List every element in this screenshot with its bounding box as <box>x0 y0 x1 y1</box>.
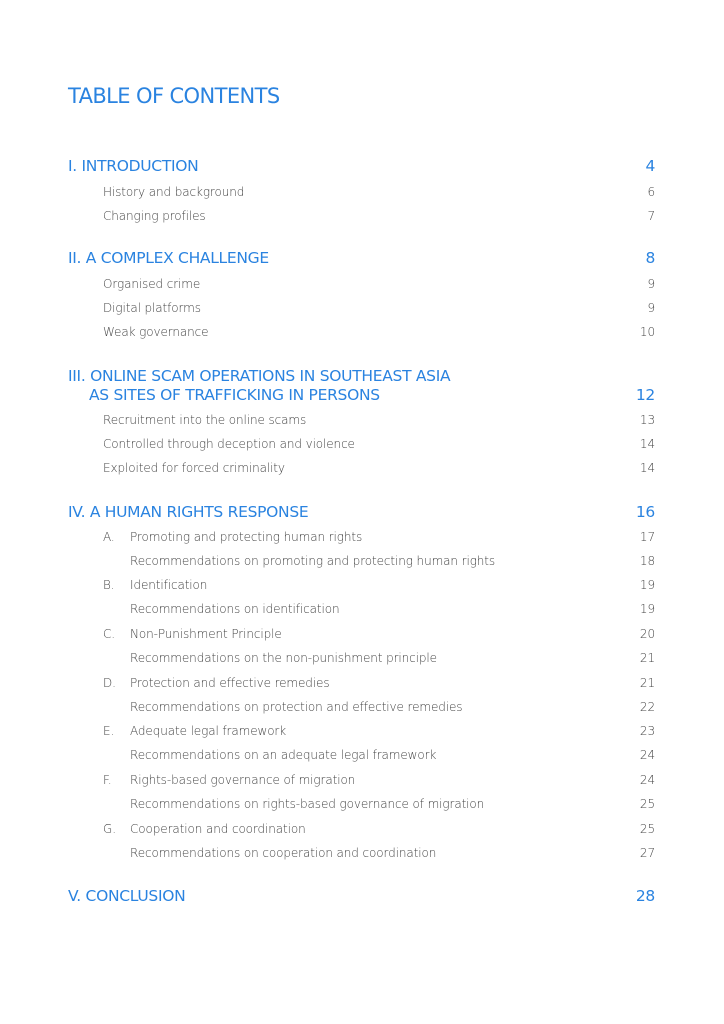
entry-title: Recommendations on promoting and protecting human rights <box>130 554 496 568</box>
entry-title: Cooperation and coordination <box>130 822 306 836</box>
section-title-line1: III. ONLINE SCAM OPERATIONS IN SOUTHEAST ASIA <box>68 367 451 385</box>
entry-page: 6 <box>647 185 655 199</box>
entry-page: 7 <box>647 209 655 223</box>
entry-letter: B. <box>103 578 115 592</box>
section-title-line2: AS SITES OF TRAFFICKING IN PERSONS <box>89 386 380 404</box>
entry-title: Exploited for forced criminality <box>103 461 285 475</box>
entry-page: 27 <box>639 846 655 860</box>
entry-page: 19 <box>639 578 655 592</box>
entry-title: Recruitment into the online scams <box>103 413 307 427</box>
entry-title: Changing profiles <box>103 209 206 223</box>
entry-page: 24 <box>639 773 655 787</box>
entry-page: 19 <box>639 602 655 616</box>
entry-title: Recommendations on identification <box>130 602 340 616</box>
section-page: 4 <box>645 157 655 175</box>
entry-page: 22 <box>639 700 655 714</box>
entry-title: Controlled through deception and violence <box>103 437 355 451</box>
entry-letter: C. <box>103 627 115 641</box>
entry-title: History and background <box>103 185 245 199</box>
entry-page: 25 <box>639 797 655 811</box>
entry-title: Protection and effective remedies <box>130 676 330 690</box>
entry-title: Digital platforms <box>103 301 201 315</box>
entry-page: 21 <box>639 676 655 690</box>
entry-title: Adequate legal framework <box>130 724 287 738</box>
entry-letter: D. <box>103 676 116 690</box>
entry-letter: F. <box>103 773 112 787</box>
entry-page: 24 <box>639 748 655 762</box>
entry-title: Weak governance <box>103 325 209 339</box>
entry-title: Non-Punishment Principle <box>130 627 282 641</box>
entry-page: 18 <box>639 554 655 568</box>
entry-page: 9 <box>647 277 655 291</box>
entry-page: 25 <box>639 822 655 836</box>
section-page: 28 <box>635 887 655 905</box>
section-title: II. A COMPLEX CHALLENGE <box>68 249 269 267</box>
entry-page: 21 <box>639 651 655 665</box>
entry-title: Recommendations on an adequate legal framework <box>130 748 437 762</box>
entry-title: Recommendations on protection and effective remedies <box>130 700 463 714</box>
entry-title: Recommendations on rights-based governance of migration <box>130 797 485 811</box>
section-page: 16 <box>635 503 655 521</box>
entry-title: Identification <box>130 578 208 592</box>
section-title: I. INTRODUCTION <box>68 157 199 175</box>
entry-title: Organised crime <box>103 277 201 291</box>
entry-letter: A. <box>103 530 115 544</box>
entry-title: Promoting and protecting human rights <box>130 530 363 544</box>
section-title: IV. A HUMAN RIGHTS RESPONSE <box>68 503 309 521</box>
section-page: 12 <box>635 386 655 404</box>
entry-title: Recommendations on the non-punishment principle <box>130 651 437 665</box>
entry-page: 23 <box>639 724 655 738</box>
entry-page: 13 <box>639 413 655 427</box>
entry-page: 9 <box>647 301 655 315</box>
entry-title: Recommendations on cooperation and coordination <box>130 846 437 860</box>
entry-page: 10 <box>639 325 655 339</box>
entry-letter: G. <box>103 822 116 836</box>
entry-page: 14 <box>639 437 655 451</box>
section-page: 8 <box>645 249 655 267</box>
entry-page: 14 <box>639 461 655 475</box>
page-title: TABLE OF CONTENTS <box>68 84 280 108</box>
entry-title: Rights-based governance of migration <box>130 773 356 787</box>
entry-page: 17 <box>639 530 655 544</box>
section-title: V. CONCLUSION <box>68 887 186 905</box>
entry-page: 20 <box>639 627 655 641</box>
entry-letter: E. <box>103 724 115 738</box>
